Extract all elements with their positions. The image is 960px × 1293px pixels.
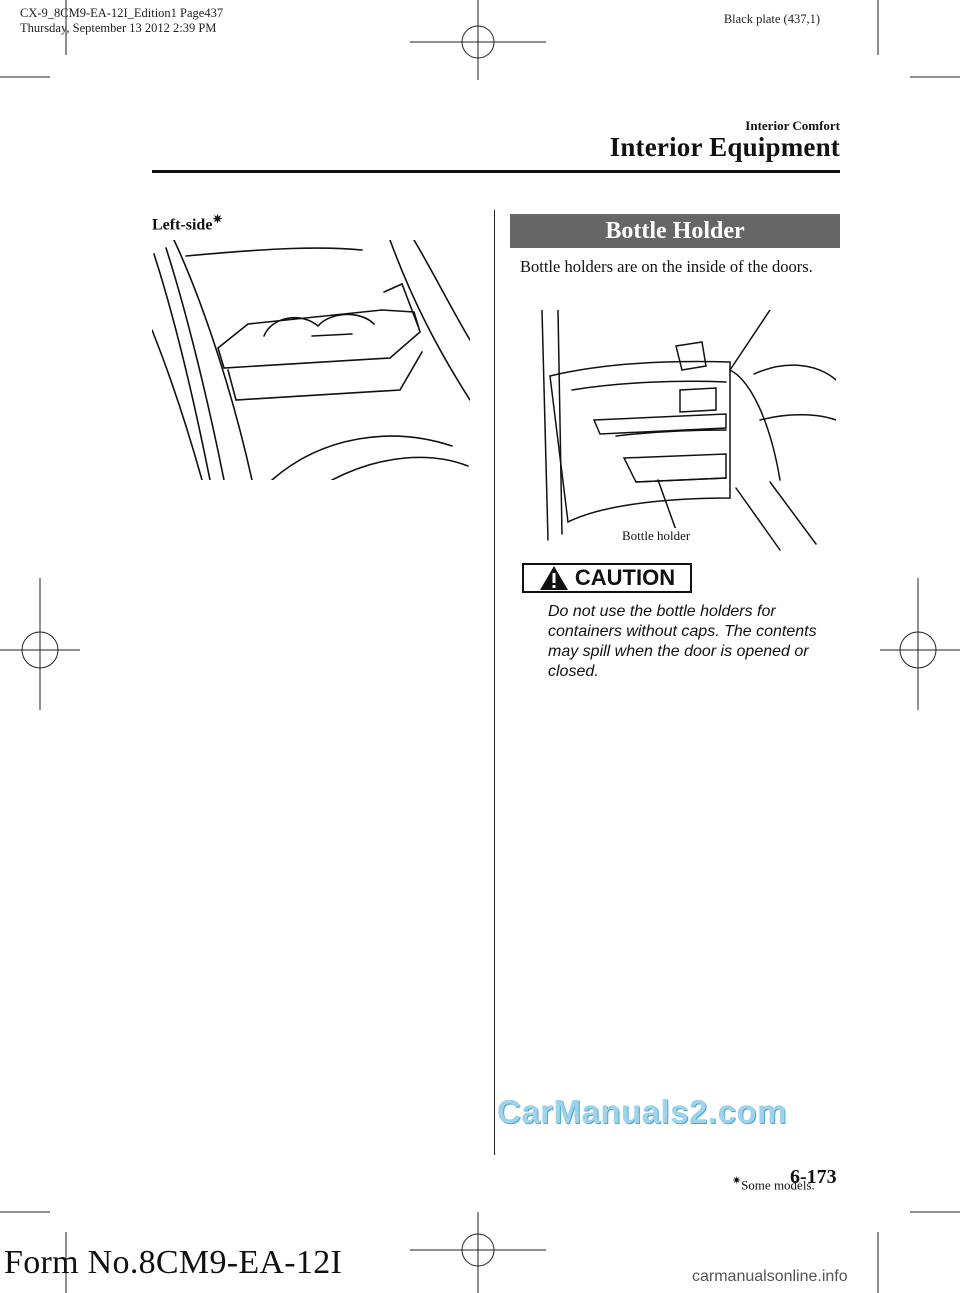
bottle-holder-heading: Bottle Holder [510,214,840,248]
warning-icon [539,565,569,591]
some-models-mark: ✷ [212,212,223,226]
page-number: 6-173 [790,1166,837,1188]
figure-caption: Bottle holder [622,528,691,543]
caution-badge [522,563,692,593]
intro-text: Bottle holders are on the inside of the doors. [520,257,813,276]
door-bottle-holder-illustration [540,310,836,554]
plate-label: Black plate (437,1) [723,12,820,26]
section-title: Interior Equipment [609,132,840,162]
footnote-mark: ✷ [732,1175,742,1187]
left-side-text: Left-side [152,216,213,234]
form-number: Form No.8CM9-EA-12I [4,1244,343,1281]
caution-label: CAUTION [574,565,676,590]
footnote-text: Some models. [741,1177,815,1193]
column-divider [494,210,495,1155]
print-info [20,6,223,36]
site-watermark: carmanualsonline.info [692,1268,848,1285]
cup-holder-illustration [152,240,470,480]
print-info-line1: CX-9_8CM9-EA-12I_Edition1 Page437 [20,6,224,20]
left-side-label [152,212,223,234]
section-category: Interior Comfort [745,118,840,133]
watermark: CarManuals2.com [497,1093,787,1130]
print-info-line2: Thursday, September 13 2012 2:39 PM [20,21,217,35]
header-rule [152,170,840,173]
caution-text: Do not use the bottle holders for containers without caps. The contents may spill when the door is opened or closed. [548,603,817,680]
